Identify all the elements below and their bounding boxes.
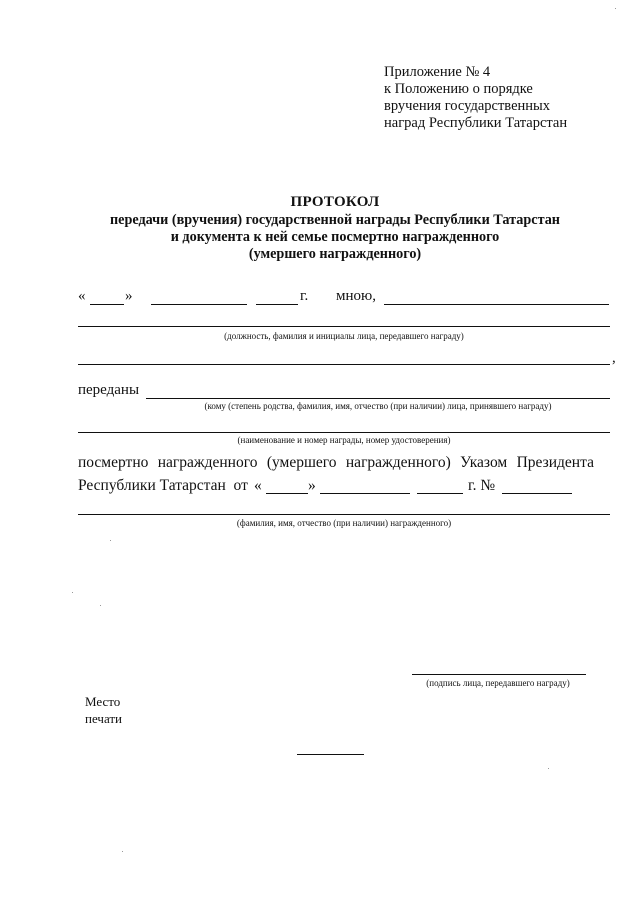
decree-number-field[interactable] [502,493,572,494]
caption-award: (наименование и номер награды, номер удостоверения) [237,435,451,445]
date-day-field[interactable] [90,304,124,305]
caption-transferring-person: (должность, фамилия и инициалы лица, передавшего награду) [224,331,464,341]
transferring-person-field-1[interactable] [384,304,609,305]
comma: , [612,350,616,366]
date-year-suffix: г. [300,288,309,304]
signature-field[interactable] [412,674,586,675]
decree-open-quote: « [254,477,262,494]
title-line-3: (умершего награжденного) [248,246,422,262]
decree-month-field[interactable] [320,493,410,494]
title-line-2: и документа к ней семье посмертно награжденного [170,229,500,245]
decree-word-4: награжденного) [345,454,451,471]
award-field[interactable] [78,432,610,433]
awardee-field[interactable] [78,514,610,515]
appendix-line-2: к Положению о порядке [384,81,533,97]
decree-line-1 [78,454,594,472]
transferred-label: переданы [78,382,140,398]
scan-speck [72,592,73,593]
transferring-person-field-3[interactable] [78,364,610,365]
scan-speck [110,540,111,541]
scan-speck [615,8,616,9]
date-year-field[interactable] [256,304,298,305]
appendix-line-4: наград Республики Татарстан [384,115,568,131]
date-open-quote: « [78,288,86,304]
stamp-place [85,693,122,727]
title-line-1: передачи (вручения) государственной награды Республики Татарстан [110,212,560,228]
decree-day-field[interactable] [266,493,308,494]
title-protocol: ПРОТОКОЛ [290,194,380,210]
caption-awardee: (фамилия, имя, отчество (при наличии) награжденного) [236,518,452,528]
decree-word-5: Указом [460,454,508,471]
decree-word-1: посмертно [78,454,149,471]
appendix-line-3: вручения государственных [384,98,551,114]
stamp-line-1: Место [85,694,121,709]
transferring-person-field-2[interactable] [78,326,610,327]
scan-speck [548,768,549,769]
decree-line-2-start: Республики Татарстан от [78,477,248,494]
decree-close-quote: » [308,477,316,494]
date-close-quote: » [125,288,133,304]
appendix-header [384,64,567,132]
appendix-line-1: Приложение № 4 [384,64,491,80]
separator-line [297,754,364,755]
date-month-field[interactable] [151,304,247,305]
decree-year-field[interactable] [417,493,463,494]
caption-signature: (подпись лица, передавшего награду) [426,678,570,688]
scan-speck [122,851,123,852]
scan-speck [100,605,101,606]
stamp-line-2: печати [85,711,123,726]
decree-word-3: (умершего [266,454,337,471]
by-me-label: мною, [336,288,376,304]
document-title [40,193,630,263]
decree-year-number-label: г. № [468,477,496,494]
decree-word-2: награжденного [157,454,258,471]
decree-word-6: Президента [516,454,594,471]
recipient-field[interactable] [146,398,610,399]
caption-recipient: (кому (степень родства, фамилия, имя, отчество (при наличии) лица, принявшего награду) [204,401,552,411]
